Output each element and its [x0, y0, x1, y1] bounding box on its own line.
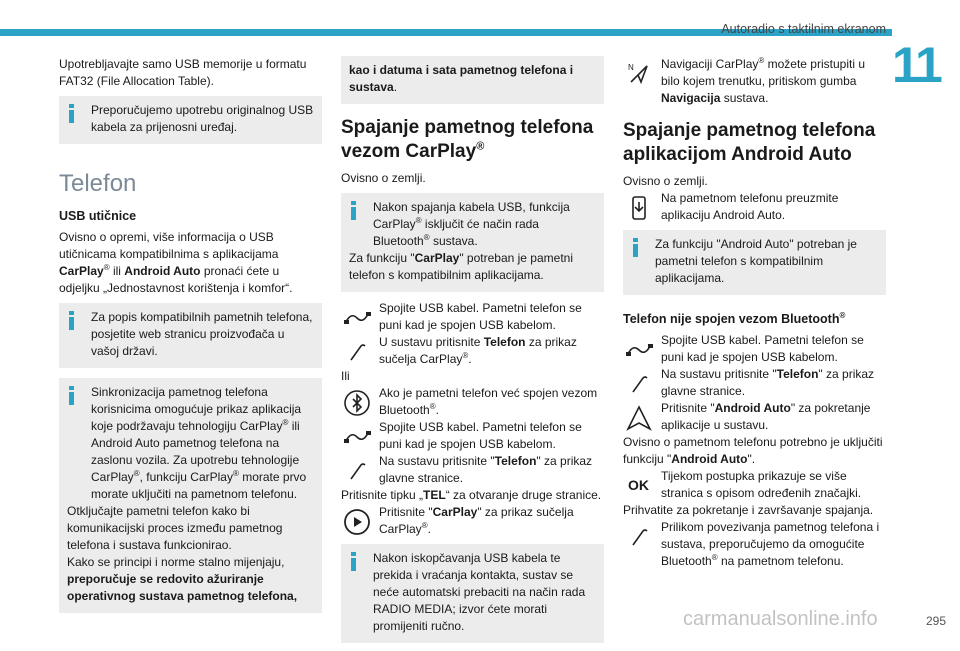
usb-cable-icon	[341, 302, 372, 333]
info-note: Preporučujemo upotrebu originalnog USB kabela za prijenosni uređaj.	[59, 96, 322, 144]
info-icon	[351, 552, 356, 571]
finger-press-icon	[341, 455, 372, 486]
step-download-app: Na pametnom telefonu preuzmite aplikaciju Android Auto.	[623, 190, 886, 224]
enable-function-text: Ovisno o pametnom telefonu potrebno je uključiti funkciju "Android Auto".	[623, 435, 883, 466]
carplay-icon	[341, 506, 372, 537]
section-heading-carplay: Spajanje pametnog telefona vezom CarPlay®	[341, 117, 594, 162]
page-number: 295	[925, 614, 946, 628]
step-navigation: N Navigaciji CarPlay® možete pristupiti u bilo kojem trenutku, pritiskom gumba Navigacija sustava.	[623, 56, 886, 107]
info-icon	[633, 238, 638, 257]
navigation-icon	[623, 58, 654, 89]
svg-text:N: N	[627, 62, 634, 72]
chapter-number: 11	[892, 37, 941, 93]
ok-icon: OK	[628, 477, 649, 493]
column-1	[59, 56, 322, 621]
info-icon	[351, 201, 356, 220]
step-press-phone: U sustavu pritisnite Telefon za prikaz sučelja CarPlay®.	[341, 334, 604, 368]
tel-key-text: Pritisnite tipku „TEL“ za otvaranje druge stranice.	[341, 488, 602, 502]
finger-press-icon	[623, 521, 654, 552]
accept-text: Prihvatite za pokretanje i završavanje spajanja.	[623, 503, 874, 517]
column-2	[341, 56, 604, 651]
info-note-sync: Sinkronizacija pametnog telefona korisnicima omogućuje prikaz aplikacija koje podržavaju tehnologiju CarPlay® ili Android Auto pametnog telefona na zaslonu vozila. Za upotrebu tehnologije CarPlay®, funkciju CarPlay® morate prvo morate uključiti na pametnom telefonu. Otključajte pametni telefon kako bi komunikacijski proces između pametnog telefona i sustava funkcionirao. Kako se principi i norme stalno mijenjaju, preporučuje se redovito ažuriranje operativnog sustava pametnog telefona,	[59, 378, 322, 613]
usb-cable-icon	[623, 334, 654, 365]
step-ok: OK Tijekom postupka prikazuje se više stranica s opisom određenih značajki.	[623, 468, 886, 502]
page-header-title: Autoradio s taktilnim ekranom	[721, 22, 886, 36]
usb-sockets-paragraph: Ovisno o opremi, više informacija o USB utičnicama kompatibilnima s aplikacijama CarPlay® ili Android Auto pronaći ćete u odjeljku „Jednostavnost korištenja i komfor“.	[59, 230, 293, 295]
step-usb: Spojite USB kabel. Pametni telefon se puni kad je spojen USB kabelom.	[341, 419, 604, 453]
info-note: Za popis kompatibilnih pametnih telefona, posjetite web stranicu proizvođača u vašoj državi.	[59, 303, 322, 368]
step-bluetooth-enable: Prilikom povezivanja pametnog telefona i sustava, preporučujemo da omogućite Bluetooth® na pametnom telefonu.	[623, 519, 886, 570]
step-press-phone: Na sustavu pritisnite "Telefon" za prikaz glavne stranice.	[341, 453, 604, 487]
step-android-auto: Pritisnite "Android Auto" za pokretanje aplikacije u sustavu.	[623, 400, 886, 434]
info-note-continued: kao i datuma i sata pametnog telefona i sustava.	[341, 56, 604, 104]
info-icon	[69, 104, 74, 123]
subheading-usb: USB utičnice	[59, 209, 137, 223]
usb-format-text: Upotrebljavajte samo USB memorije u formatu FAT32 (File Allocation Table).	[59, 57, 307, 88]
usb-cable-icon	[341, 421, 372, 452]
info-icon	[69, 311, 74, 330]
step-bluetooth: Ako je pametni telefon već spojen vezom Bluetooth®.	[341, 385, 604, 419]
subheading-no-bluetooth: Telefon nije spojen vezom Bluetooth®	[623, 310, 846, 326]
android-auto-icon	[623, 402, 654, 433]
smartphone-download-icon	[623, 192, 654, 223]
step-usb: Spojite USB kabel. Pametni telefon se puni kad je spojen USB kabelom.	[341, 300, 604, 334]
column-3	[623, 56, 886, 570]
finger-press-icon	[341, 336, 372, 367]
section-heading-telefon: Telefon	[59, 170, 137, 197]
info-note: Nakon spajanja kabela USB, funkcija CarPlay® isključit će način rada Bluetooth® sustava. Za funkciju "CarPlay" potreban je pametni telefon s kompatibilnim aplikacijama.	[341, 193, 604, 292]
bluetooth-icon	[341, 387, 372, 418]
section-heading-android-auto: Spajanje pametnog telefona aplikacijom Android Auto	[623, 120, 876, 165]
country-note: Ovisno o zemlji.	[341, 171, 426, 185]
step-press-phone: Na sustavu pritisnite "Telefon" za prikaz glavne stranice.	[623, 366, 886, 400]
info-note: Nakon iskopčavanja USB kabela te prekida i vraćanja kontakta, sustav se neće automatski prebaciti na način rada RADIO MEDIA; izvor ćete morati promijeniti ručno.	[341, 544, 604, 643]
or-text: Ili	[341, 369, 350, 383]
info-note: Za funkciju "Android Auto" potreban je pametni telefon s kompatibilnim aplikacijama.	[623, 230, 886, 295]
step-carplay: Pritisnite "CarPlay" za prikaz sučelja CarPlay®.	[341, 504, 604, 538]
country-note: Ovisno o zemlji.	[623, 174, 708, 188]
finger-press-icon	[623, 368, 654, 399]
watermark: carmanualsonline.info	[683, 608, 878, 630]
step-usb: Spojite USB kabel. Pametni telefon se puni kad je spojen USB kabelom.	[623, 332, 886, 366]
info-icon	[69, 386, 74, 405]
